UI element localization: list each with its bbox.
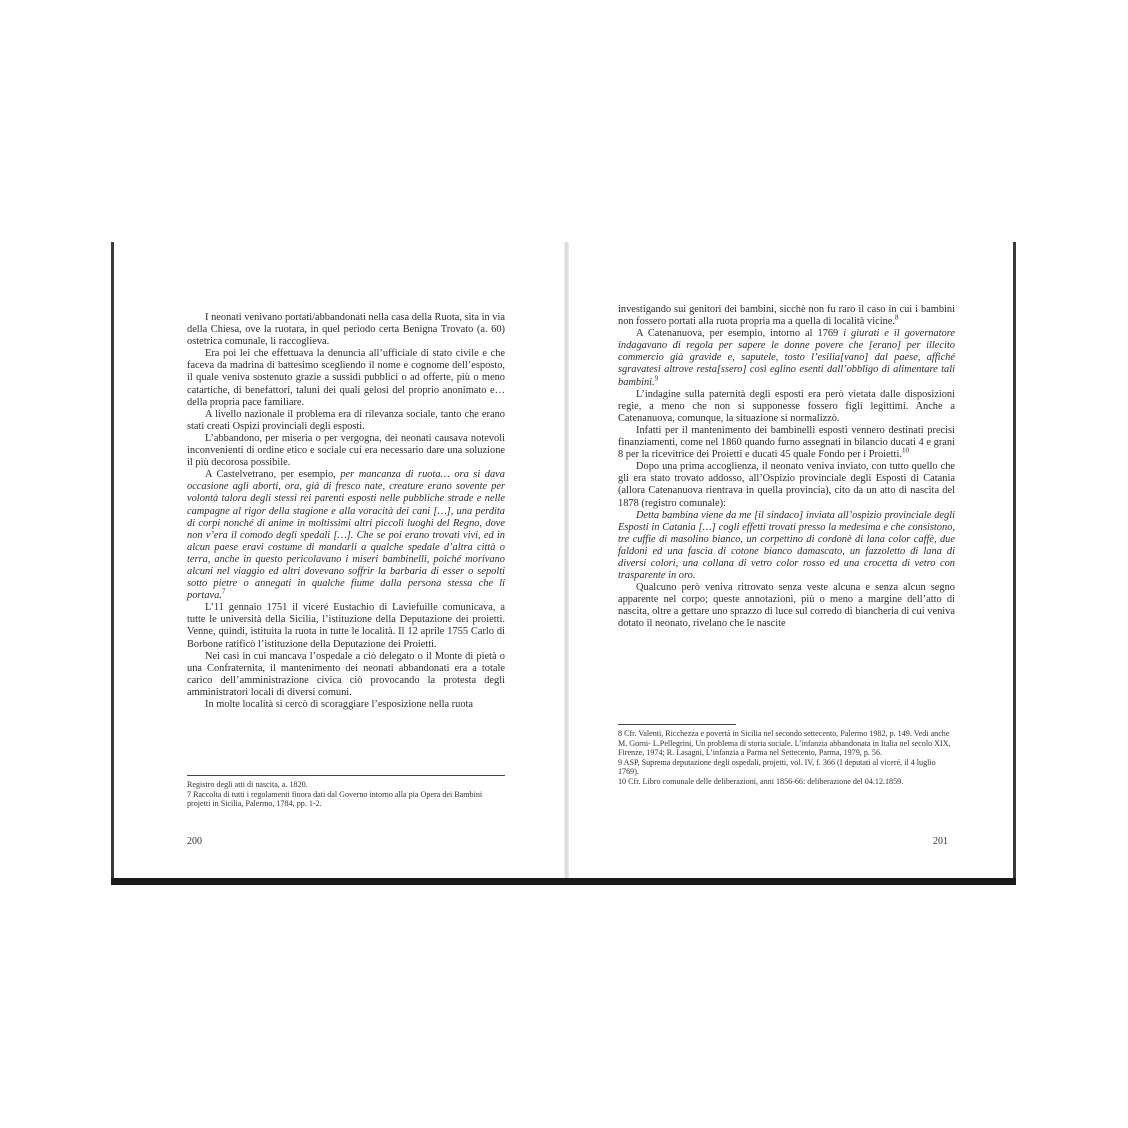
- footnote: 9 ASP, Suprema deputazione degli ospedali, projetti, vol. IV, f. 366 (I deputati al viceré, il 4 luglio 1769).: [618, 757, 936, 777]
- paragraph-text: Infatti per il mantenimento dei bambinelli esposti vennero destinati precisi finanziamenti, come nel 1860 quando furno assegnati in bilancio ducati 4 e grani 8 per la ricevitrice dei Proietti e ducati 45 quale Fondo per i Proietti.: [618, 424, 955, 461]
- footnote-ref: 10: [901, 446, 909, 455]
- right-footnotes: [618, 729, 955, 787]
- right-page: [569, 242, 1016, 885]
- quotation: i giurati e il governatore indagavano di regola per sapere le donne povere che [erano] per illecito commercio già gravide e, saputele, tosto l’esilia[vano] dal paese, affiché sgravatesi altrove resta[ssero] così eglino esenti dall’obbligo di alimentare tali bambini.: [618, 328, 955, 388]
- paragraph: A livello nazionale il problema era di rilevanza sociale, tanto che erano stati creati Ospizi provinciali degli esposti.: [187, 408, 505, 432]
- paragraph: In molte località si cercò di scoraggiare l’esposizione nella ruota: [205, 699, 474, 710]
- left-page-body: [187, 312, 505, 711]
- right-edge-shadow: [1013, 242, 1016, 885]
- quotation: per mancanza di ruota… ora si dava occasione agli aborti, ora, già di fresco nate, creature erano sovente per volontà talora degli stessi rei parenti esposti nelle pubbliche strade e nelle campagne al rigor della stagione e alla voracità dei cani […], una perdita di corpi nonché di anime in moltissimi altri piccoli luoghi del Regno, dove non v’era il comodo degli spedali […]. Che se poi erano trovati vivi, ed in alcun paese eravi costume di mandarli a qualche spedale d’altra città o terra, anche in questo pericolavano i miseri bambinelli, poiché morivano alcuni nel viaggio ed altri dovevano soffrir la barbaria di esser o sepolti sotto pietre o annegati in qualche fiume dalla persona stessa che li portava.: [187, 469, 505, 602]
- left-page: [111, 242, 566, 885]
- paragraph: Qualcuno però veniva ritrovato senza veste alcuna e senza alcun segno apparente nel corpo; queste annotazioni, più o meno a margine dell’atto di nascita, oltre a gettare uno sprazzo di luce sul corredo di biancheria di cui veniva dotato il neonato, rivelano che le nascite: [618, 582, 955, 630]
- footnote-ref: 9: [654, 374, 659, 383]
- paragraph: Nei casi in cui mancava l’ospedale a ciò delegato o il Monte di pietà o una Confraternita, il mantenimento dei neonati abbandonati era a totale carico dell’amministrazione civica ciò provocando la protesta degli amministratori locali di diversi comuni.: [187, 650, 505, 698]
- paragraph: Dopo una prima accoglienza, il neonato veniva inviato, con tutto quello che gli era stato trovato addosso, all’Ospizio provinciale degli Esposti di Catania (allora Catenanuova rientrava in quella provincia), cito da un atto di nascita del 1878 (registro comunale):: [618, 461, 955, 509]
- paragraph: Era poi lei che effettuava la denuncia all’ufficiale di stato civile e che faceva da madrina di battesimo scegliendo il nome e cognome dell’esposto, il quale veniva sostenuto grazie a sussidi pubblici o ad offerte, più o meno catartiche, di benefattori, taluni dei quali gelosi del proprio anonimato e… della propria pace familiare.: [187, 348, 505, 408]
- paragraph-funding: [618, 425, 955, 461]
- footnote: 7 Raccolta di tutti i regolamenti finora dati dal Governo intorno alla pia Opera dei Bambini projetti in Sicilia, Palermo, 1784, pp. 1-2.: [187, 789, 483, 809]
- page-bottom-edge: [111, 878, 1016, 885]
- footnote: Registro degli atti di nascita, a. 1820.: [187, 780, 308, 789]
- paragraph-catenanuova: [618, 328, 955, 388]
- paragraph-text: investigando sui genitori dei bambini, sicchè non fu raro il caso in cui i bambini non fossero portati alla ruota propria ma a quella di località vicine.: [618, 304, 955, 328]
- paragraph-text: A Castelvetrano, per esempio,: [205, 469, 336, 481]
- footnote-ref: 7: [221, 587, 226, 596]
- footnote-rule: [618, 724, 736, 725]
- paragraph: L’11 gennaio 1751 il viceré Eustachio di Laviefuille comunicava, a tutte le università della Sicilia, l’istituzione della Deputazione dei proietti. Venne, quindi, istituita la ruota in tutte le località. Il 12 aprile 1755 Carlo di Borbone ratificò l’istituzione della Deputazione dei Proietti.: [187, 602, 505, 650]
- paragraph: I neonati venivano portati/abbandonati nella casa della Ruota, sita in via della Chiesa, ove la ruotara, in quel periodo certa Benigna Trovato (a. 60) ostetrica comunale, li raccoglieva.: [187, 312, 505, 348]
- footnote: 10 Cfr. Libro comunale delle deliberazioni, anni 1856-66: deliberazione del 04.12.1859.: [618, 776, 904, 786]
- footnote-ref: 8: [895, 313, 899, 322]
- page-number: 200: [187, 836, 202, 847]
- birth-record-quote: Detta bambina viene da me [il sindaco] inviata all’ospizio provinciale degli Esposti in Catania […] cogli effetti trovati presso la medesima e che consistono, tre cuffie di masolino bianco, un corpettino di cordonè di lana color caffè, due faldoni ed una fascia di cotone bianco damascato, un fazzoletto di lana di diversi colori, una collana di vetro color rosso ed una crocetta di vetro con trasparente in oro.: [618, 509, 955, 582]
- footnote-rule: [187, 775, 505, 776]
- footnote: 8 Cfr. Valenti, Ricchezza e povertà in Sicilia nel secondo settecento, Palermo 1982, p. 149. Vedi anche M. Gorni- L.Pellegrini, Un problema di storia sociale. L’infanzia abbandonata in Italia nel secolo XIX, Firenze, 1974; R. Lasagni, L’infanzia a Parma nel Settecento, Parma, 1979, p. 56.: [618, 729, 951, 758]
- book-spread: [111, 242, 1016, 885]
- paragraph: L’indagine sulla paternità degli esposti era però vietata dalle disposizioni regie, a meno che non si supponesse fossero figli legittimi. Anche a Catenanuova, comunque, la situazione si normalizzò.: [618, 388, 955, 424]
- right-page-body: [618, 304, 955, 631]
- paragraph-continued: [618, 304, 955, 328]
- paragraph-castelvetrano: [187, 469, 505, 602]
- left-footnotes: [187, 780, 505, 809]
- left-edge-shadow: [111, 242, 114, 885]
- page-number: 201: [933, 836, 948, 847]
- paragraph-text: A Catenanuova, per esempio, intorno al 1769: [636, 328, 839, 340]
- paragraph: L’abbandono, per miseria o per vergogna, dei neonati causava notevoli inconvenienti di ordine etico e sociale cui era necessario dare una soluzione il più decorosa possibile.: [187, 432, 505, 469]
